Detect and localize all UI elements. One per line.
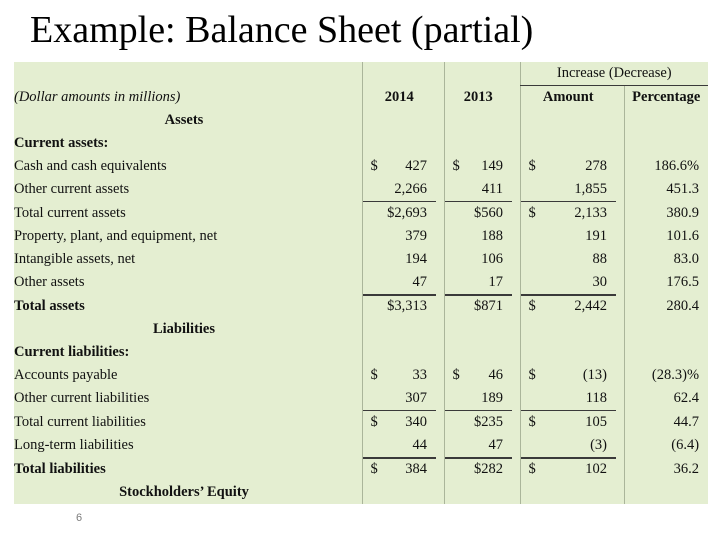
cell-value: 188 bbox=[481, 228, 503, 244]
cell-value: 46 bbox=[488, 367, 503, 383]
cell-value: $235 bbox=[474, 414, 503, 430]
cell-amount bbox=[520, 364, 616, 387]
section-header-label: Assets bbox=[14, 109, 354, 132]
cell-amount bbox=[520, 155, 616, 178]
cell-amount bbox=[520, 434, 616, 458]
table-row bbox=[14, 178, 708, 202]
table-row bbox=[14, 318, 708, 341]
row-label: Property, plant, and equipment, net bbox=[14, 225, 354, 248]
subsection-label: Current assets: bbox=[14, 132, 354, 155]
gap-cell bbox=[436, 155, 444, 178]
row-label: Cash and cash equivalents bbox=[14, 155, 354, 178]
row-label: Other current assets bbox=[14, 178, 354, 202]
table-row bbox=[14, 248, 708, 271]
gap-cell bbox=[512, 434, 520, 458]
cell-2013 bbox=[444, 411, 512, 435]
cell-value: 44 bbox=[412, 437, 427, 453]
gap-cell bbox=[616, 364, 624, 387]
cell-value: 2,133 bbox=[574, 205, 607, 221]
table-row bbox=[14, 387, 708, 411]
gap-cell bbox=[354, 132, 362, 155]
row-label: Other current liabilities bbox=[14, 387, 354, 411]
cell-value: 191 bbox=[585, 228, 607, 244]
gap-cell bbox=[354, 248, 362, 271]
gap-cell bbox=[616, 387, 624, 411]
table-row bbox=[14, 155, 708, 178]
cell-value: 83.0 bbox=[673, 251, 700, 267]
cell-percentage bbox=[624, 458, 708, 482]
table-row bbox=[14, 109, 708, 132]
gap-cell bbox=[354, 271, 362, 295]
cell-percentage bbox=[624, 225, 708, 248]
balance-sheet-table bbox=[14, 62, 708, 504]
gap-cell bbox=[354, 364, 362, 387]
cell-value: 380.9 bbox=[666, 204, 700, 221]
gap-cell bbox=[436, 86, 444, 110]
empty-cell bbox=[520, 318, 616, 341]
gap-cell bbox=[512, 481, 520, 504]
currency-symbol: $ bbox=[528, 298, 536, 314]
cell-percentage bbox=[624, 364, 708, 387]
cell-2014 bbox=[362, 271, 436, 295]
gap-cell bbox=[436, 364, 444, 387]
cell-value: 379 bbox=[405, 228, 427, 244]
cell-value: 118 bbox=[585, 390, 607, 406]
table-header-row bbox=[14, 86, 708, 110]
gap-cell bbox=[512, 86, 520, 110]
gap-cell bbox=[354, 202, 362, 226]
cell-amount bbox=[520, 225, 616, 248]
table-row bbox=[14, 411, 708, 435]
gap-cell bbox=[512, 458, 520, 482]
cell-value: 36.2 bbox=[673, 460, 700, 477]
empty-cell bbox=[14, 62, 354, 86]
cell-2014 bbox=[362, 434, 436, 458]
empty-cell bbox=[362, 132, 436, 155]
cell-value: $282 bbox=[474, 461, 503, 477]
cell-value: 105 bbox=[585, 414, 607, 430]
cell-percentage bbox=[624, 248, 708, 271]
cell-value: 101.6 bbox=[666, 228, 700, 244]
gap-cell bbox=[616, 481, 624, 504]
gap-cell bbox=[616, 434, 624, 458]
cell-percentage bbox=[624, 202, 708, 226]
gap-cell bbox=[616, 178, 624, 202]
cell-value: 2,442 bbox=[574, 298, 607, 314]
gap-cell bbox=[512, 202, 520, 226]
section-header-label: Stockholders’ Equity bbox=[14, 481, 354, 504]
gap-cell bbox=[436, 202, 444, 226]
gap-cell bbox=[616, 411, 624, 435]
gap-cell bbox=[436, 341, 444, 364]
gap-cell bbox=[436, 458, 444, 482]
cell-value: 384 bbox=[405, 461, 427, 477]
cell-2014 bbox=[362, 387, 436, 411]
header-percentage: Percentage bbox=[624, 86, 708, 110]
cell-2014 bbox=[362, 411, 436, 435]
cell-2013 bbox=[444, 271, 512, 295]
cell-value: 194 bbox=[405, 251, 427, 267]
page-number: 6 bbox=[76, 512, 83, 524]
cell-value: 106 bbox=[481, 251, 503, 267]
cell-2014 bbox=[362, 248, 436, 271]
table-row bbox=[14, 132, 708, 155]
cell-percentage bbox=[624, 155, 708, 178]
empty-cell bbox=[444, 132, 512, 155]
empty-cell-2014 bbox=[362, 62, 436, 86]
empty-cell bbox=[520, 132, 616, 155]
cell-percentage bbox=[624, 387, 708, 411]
cell-value: 307 bbox=[405, 390, 427, 406]
gap-cell bbox=[512, 318, 520, 341]
currency-symbol: $ bbox=[528, 367, 536, 383]
section-header-label: Liabilities bbox=[14, 318, 354, 341]
empty-cell-2013 bbox=[444, 62, 512, 86]
currency-symbol: $ bbox=[528, 205, 536, 221]
cell-amount bbox=[520, 387, 616, 411]
gap-cell bbox=[436, 225, 444, 248]
gap-cell bbox=[616, 248, 624, 271]
cell-2013 bbox=[444, 225, 512, 248]
cell-2013 bbox=[444, 155, 512, 178]
cell-value: 33 bbox=[412, 367, 427, 383]
empty-cell bbox=[624, 318, 708, 341]
currency-symbol: $ bbox=[370, 367, 378, 383]
gap-cell bbox=[616, 132, 624, 155]
gap-cell bbox=[436, 318, 444, 341]
table-row bbox=[14, 295, 708, 319]
table-header-group-row bbox=[14, 62, 708, 86]
gap-cell bbox=[436, 271, 444, 295]
empty-cell bbox=[520, 109, 616, 132]
gap-cell bbox=[354, 62, 362, 86]
cell-value: 88 bbox=[592, 251, 607, 267]
cell-2013 bbox=[444, 178, 512, 202]
gap-cell bbox=[354, 86, 362, 110]
gap-cell bbox=[616, 202, 624, 226]
cell-value: 280.4 bbox=[666, 297, 700, 314]
cell-value: 47 bbox=[488, 437, 503, 453]
gap-cell bbox=[512, 411, 520, 435]
cell-value: 102 bbox=[585, 461, 607, 477]
gap-cell bbox=[436, 481, 444, 504]
gap-cell bbox=[512, 295, 520, 319]
empty-cell bbox=[362, 481, 436, 504]
table-row bbox=[14, 271, 708, 295]
cell-2013 bbox=[444, 434, 512, 458]
cell-value: (13) bbox=[582, 367, 607, 383]
cell-percentage bbox=[624, 411, 708, 435]
gap-cell bbox=[436, 387, 444, 411]
gap-cell bbox=[436, 248, 444, 271]
cell-value: 340 bbox=[405, 414, 427, 430]
cell-value: $3,313 bbox=[387, 298, 427, 314]
empty-cell bbox=[444, 318, 512, 341]
table-row bbox=[14, 202, 708, 226]
header-2014: 2014 bbox=[362, 86, 436, 110]
cell-2013 bbox=[444, 458, 512, 482]
currency-symbol: $ bbox=[528, 461, 536, 477]
gap-cell bbox=[436, 178, 444, 202]
cell-value: (28.3)% bbox=[651, 367, 700, 383]
cell-value: 411 bbox=[481, 181, 503, 197]
cell-2014 bbox=[362, 202, 436, 226]
cell-value: 47 bbox=[412, 274, 427, 290]
cell-value: 44.7 bbox=[673, 413, 700, 430]
empty-cell bbox=[362, 341, 436, 364]
currency-symbol: $ bbox=[370, 158, 378, 174]
table-row bbox=[14, 481, 708, 504]
currency-symbol: $ bbox=[370, 461, 378, 477]
gap-cell bbox=[436, 295, 444, 319]
empty-cell bbox=[362, 109, 436, 132]
cell-2014 bbox=[362, 364, 436, 387]
cell-amount bbox=[520, 202, 616, 226]
table-row bbox=[14, 341, 708, 364]
cell-amount bbox=[520, 178, 616, 202]
cell-2013 bbox=[444, 248, 512, 271]
cell-value: 17 bbox=[488, 274, 503, 290]
cell-amount bbox=[520, 271, 616, 295]
cell-value: $871 bbox=[474, 298, 503, 314]
cell-value: 62.4 bbox=[673, 390, 700, 407]
gap-cell bbox=[354, 225, 362, 248]
row-label: Intangible assets, net bbox=[14, 248, 354, 271]
cell-value: 149 bbox=[481, 158, 503, 174]
empty-cell bbox=[520, 481, 616, 504]
gap-cell bbox=[512, 132, 520, 155]
cell-percentage bbox=[624, 271, 708, 295]
row-label: Other assets bbox=[14, 271, 354, 295]
gap-cell bbox=[354, 178, 362, 202]
gap-cell bbox=[354, 341, 362, 364]
empty-cell bbox=[624, 132, 708, 155]
gap-cell bbox=[512, 225, 520, 248]
gap-cell bbox=[616, 318, 624, 341]
row-label: Total current assets bbox=[14, 202, 354, 226]
gap-cell bbox=[354, 481, 362, 504]
cell-2013 bbox=[444, 387, 512, 411]
gap-cell bbox=[512, 387, 520, 411]
gap-cell bbox=[436, 434, 444, 458]
cell-2014 bbox=[362, 295, 436, 319]
cell-percentage bbox=[624, 178, 708, 202]
gap-cell bbox=[354, 411, 362, 435]
cell-value: 189 bbox=[481, 390, 503, 406]
cell-value: 186.6% bbox=[654, 158, 700, 174]
cell-percentage bbox=[624, 434, 708, 458]
cell-2014 bbox=[362, 458, 436, 482]
gap-cell bbox=[436, 132, 444, 155]
gap-cell bbox=[354, 109, 362, 132]
gap-cell bbox=[616, 341, 624, 364]
cell-value: $560 bbox=[474, 205, 503, 221]
cell-2014 bbox=[362, 178, 436, 202]
cell-amount bbox=[520, 295, 616, 319]
gap-cell bbox=[354, 458, 362, 482]
gap-cell bbox=[616, 271, 624, 295]
gap-cell bbox=[512, 271, 520, 295]
cell-value: (6.4) bbox=[671, 437, 700, 454]
cell-value: 2,266 bbox=[394, 181, 427, 197]
cell-value: 451.3 bbox=[666, 181, 700, 198]
cell-2013 bbox=[444, 202, 512, 226]
cell-value: 176.5 bbox=[666, 274, 700, 291]
cell-value: 278 bbox=[585, 158, 607, 174]
table-row bbox=[14, 364, 708, 387]
gap-cell bbox=[354, 295, 362, 319]
row-label: Total current liabilities bbox=[14, 411, 354, 435]
gap-cell bbox=[354, 155, 362, 178]
gap-cell bbox=[436, 62, 444, 86]
row-label: Long-term liabilities bbox=[14, 434, 354, 458]
table-body bbox=[14, 62, 708, 504]
cell-value: (3) bbox=[590, 437, 607, 453]
cell-amount bbox=[520, 248, 616, 271]
gap-cell bbox=[616, 295, 624, 319]
gap-cell bbox=[616, 109, 624, 132]
empty-cell bbox=[444, 109, 512, 132]
currency-symbol: $ bbox=[452, 367, 460, 383]
subsection-label: Current liabilities: bbox=[14, 341, 354, 364]
cell-2013 bbox=[444, 295, 512, 319]
currency-symbol: $ bbox=[452, 158, 460, 174]
header-dollar-amounts: (Dollar amounts in millions) bbox=[14, 86, 354, 110]
empty-cell bbox=[624, 481, 708, 504]
header-increase-decrease: Increase (Decrease) bbox=[520, 62, 708, 86]
empty-cell bbox=[362, 318, 436, 341]
gap-cell bbox=[354, 434, 362, 458]
empty-cell bbox=[624, 341, 708, 364]
cell-2013 bbox=[444, 364, 512, 387]
row-label: Accounts payable bbox=[14, 364, 354, 387]
gap-cell bbox=[616, 86, 624, 110]
gap-cell bbox=[512, 364, 520, 387]
table-row bbox=[14, 458, 708, 482]
gap-cell bbox=[616, 458, 624, 482]
row-label: Total liabilities bbox=[14, 458, 354, 482]
gap-cell bbox=[616, 225, 624, 248]
currency-symbol: $ bbox=[528, 414, 536, 430]
cell-value: 427 bbox=[405, 158, 427, 174]
gap-cell bbox=[354, 318, 362, 341]
cell-percentage bbox=[624, 295, 708, 319]
cell-value: 30 bbox=[592, 274, 607, 290]
gap-cell bbox=[512, 109, 520, 132]
header-2013: 2013 bbox=[444, 86, 512, 110]
empty-cell bbox=[444, 481, 512, 504]
header-amount: Amount bbox=[520, 86, 616, 110]
cell-amount bbox=[520, 458, 616, 482]
gap-cell bbox=[354, 387, 362, 411]
table-row bbox=[14, 434, 708, 458]
gap-cell bbox=[512, 62, 520, 86]
gap-cell bbox=[512, 341, 520, 364]
empty-cell bbox=[624, 109, 708, 132]
empty-cell bbox=[444, 341, 512, 364]
currency-symbol: $ bbox=[370, 414, 378, 430]
currency-symbol: $ bbox=[528, 158, 536, 174]
row-label: Total assets bbox=[14, 295, 354, 319]
gap-cell bbox=[436, 411, 444, 435]
table-row bbox=[14, 225, 708, 248]
cell-2014 bbox=[362, 155, 436, 178]
gap-cell bbox=[512, 155, 520, 178]
cell-2014 bbox=[362, 225, 436, 248]
empty-cell bbox=[520, 341, 616, 364]
cell-value: $2,693 bbox=[387, 205, 427, 221]
gap-cell bbox=[436, 109, 444, 132]
cell-amount bbox=[520, 411, 616, 435]
slide-title: Example: Balance Sheet (partial) bbox=[30, 9, 534, 51]
gap-cell bbox=[616, 155, 624, 178]
gap-cell bbox=[512, 248, 520, 271]
cell-value: 1,855 bbox=[574, 181, 607, 197]
gap-cell bbox=[512, 178, 520, 202]
